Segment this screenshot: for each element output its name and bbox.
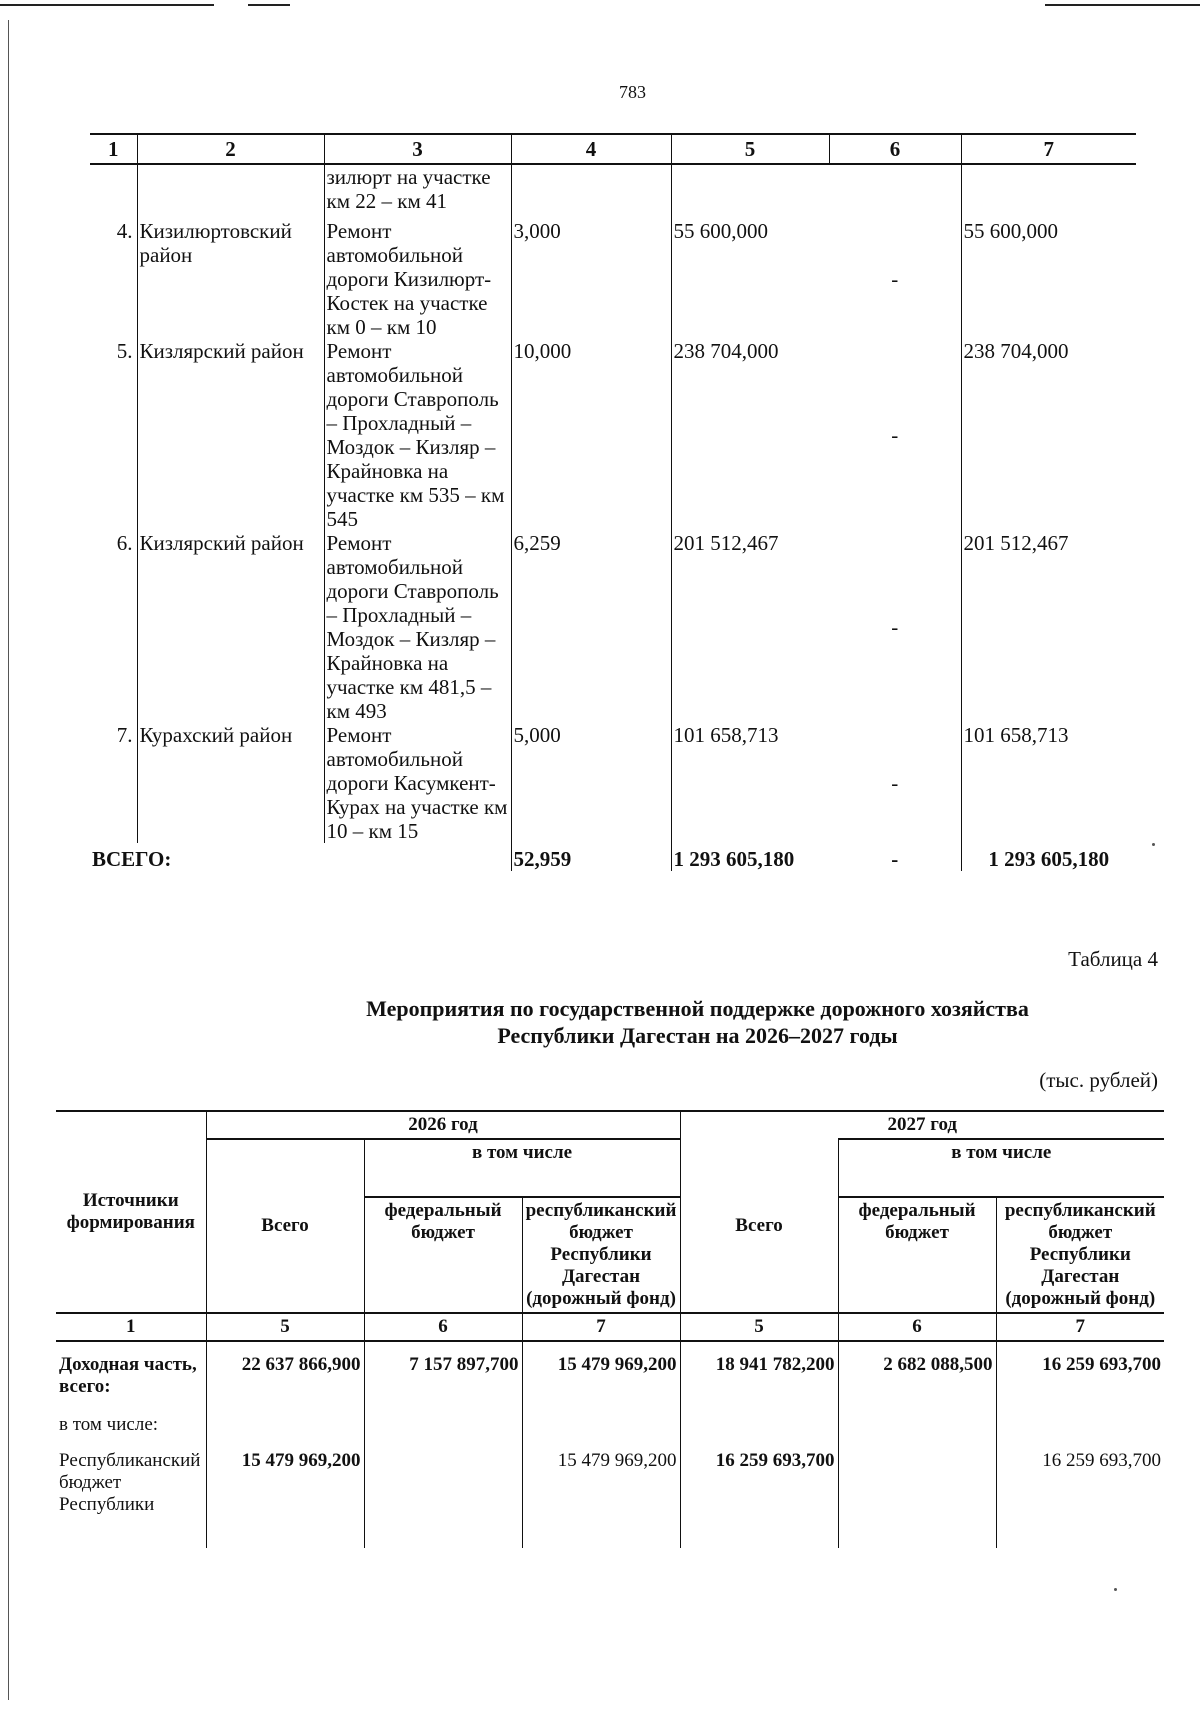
source-header: Источники формирования <box>56 1111 206 1313</box>
value-cell <box>364 1438 522 1548</box>
row-number: 6. <box>116 531 133 555</box>
total-row <box>90 843 1136 871</box>
header-cell: 4 <box>511 134 671 164</box>
roads-table <box>90 133 1136 871</box>
table-row <box>56 1341 1164 1400</box>
length-cell: 5,000 <box>511 723 671 843</box>
description-cell: Ремонт автомобильной дороги Ставрополь – Прохладный – Моздок – Кизляр – Крайновка на участке км 481,5 – км 493 <box>324 531 511 723</box>
description-cell: Ремонт автомобильной дороги Касумкент-Курах на участке км 10 – км 15 <box>324 723 511 843</box>
row-label: в том числе: <box>59 1414 159 1435</box>
total-header: Всего <box>206 1139 364 1313</box>
header-cell: 1 <box>90 134 137 164</box>
table-row <box>90 723 1136 843</box>
row-label: Доходная часть, всего: <box>59 1354 197 1397</box>
column-number: 5 <box>680 1313 838 1341</box>
column-number: 1 <box>56 1313 206 1341</box>
header-cell: 6 <box>829 134 961 164</box>
federal-header: федеральный бюджет <box>364 1197 522 1313</box>
value-cell: 16 259 693,700 <box>996 1341 1164 1400</box>
federal-header: федеральный бюджет <box>838 1197 996 1313</box>
unit-label: (тыс. рублей) <box>1039 1068 1158 1092</box>
value-cell: 7 157 897,700 <box>364 1341 522 1400</box>
value-cell: 2 682 088,500 <box>838 1341 996 1400</box>
funding-table <box>56 1110 1164 1548</box>
value-cell: 15 479 969,200 <box>522 1438 680 1548</box>
total-cell: 101 658,713 <box>671 723 829 843</box>
column-number: 7 <box>522 1313 680 1341</box>
total-cell: 201 512,467 <box>671 531 829 723</box>
row-label: Республиканский бюджет Республики <box>59 1450 201 1515</box>
including-header: в том числе <box>364 1139 680 1197</box>
federal-cell: - <box>891 615 899 639</box>
total-federal: - <box>891 847 899 871</box>
row-number: 7. <box>116 723 133 747</box>
district-cell: Кизилюртовский район <box>137 219 324 339</box>
value-cell: 16 259 693,700 <box>680 1438 838 1548</box>
district-cell: Курахский район <box>137 723 324 843</box>
scan-speck <box>1114 1588 1117 1591</box>
column-number: 6 <box>838 1313 996 1341</box>
regional-header: республиканский бюджет Республики Дагестан (дорожный фонд) <box>522 1197 680 1313</box>
value-cell: 15 479 969,200 <box>206 1438 364 1548</box>
table-title <box>0 995 1200 1049</box>
value-cell: 22 637 866,900 <box>206 1341 364 1400</box>
regional-cell: 101 658,713 <box>961 723 1136 843</box>
value-cell: 18 941 782,200 <box>680 1341 838 1400</box>
table-row <box>56 1438 1164 1548</box>
value-cell <box>838 1438 996 1548</box>
total-regional: 1 293 605,180 <box>961 843 1136 871</box>
row-number: 5. <box>116 339 133 363</box>
total-header: Всего <box>680 1139 838 1313</box>
table-row <box>90 531 1136 723</box>
including-header: в том числе <box>838 1139 1164 1197</box>
length-cell: 3,000 <box>511 219 671 339</box>
header-cell: 7 <box>961 134 1136 164</box>
total-label: ВСЕГО: <box>92 847 172 871</box>
title-line: Мероприятия по государственной поддержке дорожного хозяйства <box>366 996 1029 1021</box>
value-cell: 15 479 969,200 <box>522 1341 680 1400</box>
regional-header: республиканский бюджет Республики Дагестан (дорожный фонд) <box>996 1197 1164 1313</box>
header-row <box>90 134 1136 164</box>
federal-cell: - <box>891 423 899 447</box>
column-number: 7 <box>996 1313 1164 1341</box>
column-number-row <box>56 1313 1164 1341</box>
top-rule <box>1045 4 1200 6</box>
district-cell: Кизлярский район <box>137 531 324 723</box>
federal-cell: - <box>891 267 899 291</box>
table-row <box>90 164 1136 219</box>
column-number: 6 <box>364 1313 522 1341</box>
table-row <box>90 219 1136 339</box>
length-cell: 10,000 <box>511 339 671 531</box>
row-number: 4. <box>116 219 133 243</box>
scan-edge <box>8 20 9 1700</box>
federal-cell: - <box>891 771 899 795</box>
header-cell: 5 <box>671 134 829 164</box>
description-cell: зилюрт на участке км 22 – км 41 <box>324 164 511 219</box>
regional-cell: 238 704,000 <box>961 339 1136 531</box>
value-cell: 16 259 693,700 <box>996 1438 1164 1548</box>
header-cell: 3 <box>324 134 511 164</box>
total-cell: 55 600,000 <box>671 219 829 339</box>
total-cell: 238 704,000 <box>671 339 829 531</box>
top-rule <box>0 4 214 6</box>
scan-speck <box>1152 843 1155 846</box>
top-rule <box>248 4 290 6</box>
grand-total: 1 293 605,180 <box>671 843 829 871</box>
header-cell: 2 <box>137 134 324 164</box>
page-number: 783 <box>619 82 646 102</box>
length-cell: 6,259 <box>511 531 671 723</box>
column-number: 5 <box>206 1313 364 1341</box>
description-cell: Ремонт автомобильной дороги Кизилюрт-Костек на участке км 0 – км 10 <box>324 219 511 339</box>
regional-cell: 55 600,000 <box>961 219 1136 339</box>
table-label: Таблица 4 <box>1068 947 1158 971</box>
table-row <box>90 339 1136 531</box>
year-header: 2026 год <box>206 1111 680 1139</box>
year-header: 2027 год <box>680 1111 1164 1139</box>
total-length: 52,959 <box>511 843 671 871</box>
title-line: Республики Дагестан на 2026–2027 годы <box>497 1023 898 1048</box>
district-cell: Кизлярский район <box>137 339 324 531</box>
description-cell: Ремонт автомобильной дороги Ставрополь – Прохладный – Моздок – Кизляр – Крайновка на участке км 535 – км 545 <box>324 339 511 531</box>
table-row <box>56 1400 1164 1438</box>
regional-cell: 201 512,467 <box>961 531 1136 723</box>
